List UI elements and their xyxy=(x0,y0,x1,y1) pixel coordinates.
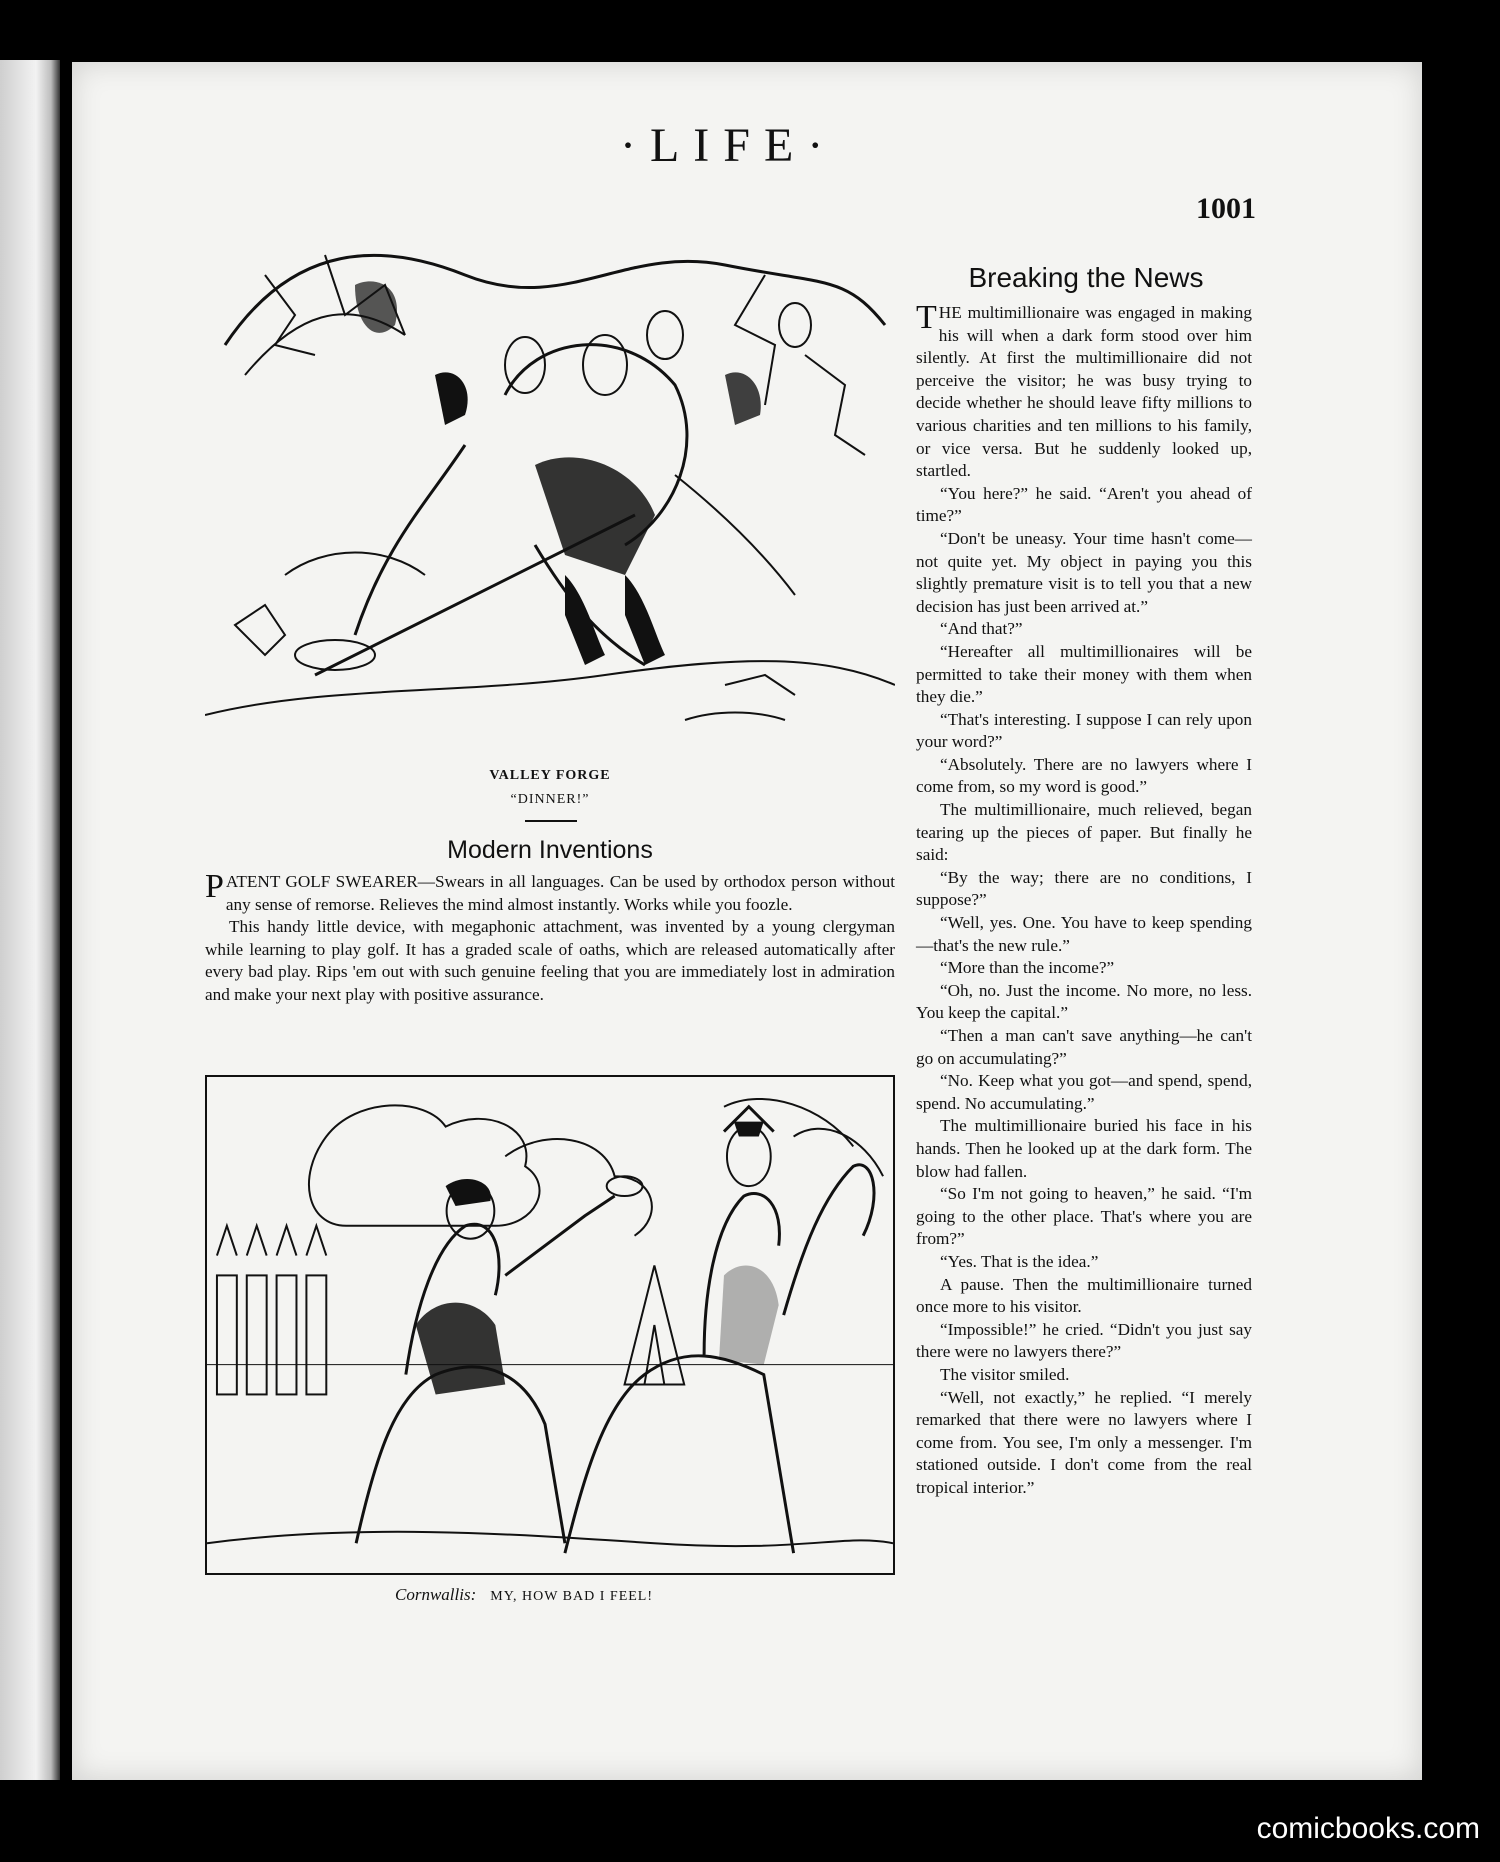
breaking-news-para: “You here?” he said. “Aren't you ahead of time?” xyxy=(916,483,1252,526)
modern-inventions-heading: Modern Inventions xyxy=(447,836,653,864)
breaking-news-para: “Then a man can't save anything—he can't go on accumulating?” xyxy=(916,1026,1252,1068)
breaking-news-para: “Absolutely. There are no lawyers where I come from, so my word is good.” xyxy=(916,754,1252,797)
breaking-news-para: “No. Keep what you got—and spend, spend, spend. No accumulating.” xyxy=(916,1071,1252,1113)
left-page-edge xyxy=(0,60,60,1780)
breaking-news-para: A pause. Then the multimillionaire turned once more to his visitor. xyxy=(916,1274,1252,1317)
cornwallis-caption xyxy=(395,1585,653,1605)
masthead: ·LIFE· xyxy=(620,119,838,172)
breaking-news-heading: Breaking the News xyxy=(968,262,1204,293)
cornwallis-caption-speaker: Cornwallis: xyxy=(395,1585,477,1604)
cornwallis-caption-text: MY, HOW BAD I FEEL! xyxy=(490,1589,654,1604)
drop-cap: P xyxy=(205,868,224,905)
valley-forge-illustration xyxy=(205,215,895,755)
breaking-news-para: “Impossible!” he cried. “Didn't you just say there were no lawyers there?” xyxy=(916,1319,1252,1362)
breaking-news-para: “Well, yes. One. You have to keep spending—that's the new rule.” xyxy=(916,913,1252,955)
modern-inventions-para-2: This handy little device, with megaphonic attachment, was invented by a young clergyman while learning to play golf. It has a graded scale of oaths, which are released automatically after every bad play. Rips 'em out with such genuine feeling that you are immediately lost in admiration and make your next play with positive assurance. xyxy=(205,917,895,1004)
breaking-news-body xyxy=(916,299,1252,1499)
cornwallis-illustration xyxy=(205,1075,895,1575)
breaking-news-para: “Yes. That is the idea.” xyxy=(940,1251,1099,1271)
page-number: 1001 xyxy=(1196,192,1256,225)
breaking-news-para: The multimillionaire, much relieved, began tearing up the pieces of paper. But finally he said: xyxy=(916,800,1252,865)
drop-cap-t: T xyxy=(916,299,937,336)
breaking-news-para: “Oh, no. Just the income. No more, no less. You keep the capital.” xyxy=(916,980,1252,1023)
breaking-news-para-1-text: HE multimillionaire was engaged in making his will when a dark form stood over him silently. At first the multimillionaire did not perceive the visitor; he was busy trying to decide whether he should leave fifty millions to various charities and ten millions to his family, or vice versa. But he suddenly looked up, startled. xyxy=(916,303,1252,481)
valley-forge-caption-title: VALLEY FORGE xyxy=(489,768,611,783)
valley-forge-caption-sub: “DINNER!” xyxy=(510,792,590,807)
caption-rule xyxy=(525,820,577,822)
breaking-news-para: “By the way; there are no conditions, I suppose?” xyxy=(916,867,1252,910)
breaking-news-para: “Hereafter all multimillionaires will be permitted to take their money with them when they die.” xyxy=(916,641,1252,707)
modern-inventions-para-1 xyxy=(205,868,895,916)
breaking-news-para: “So I'm not going to heaven,” he said. “I'm going to the other place. That's where you are from?” xyxy=(916,1184,1252,1249)
breaking-news-para-1 xyxy=(916,299,1252,483)
site-watermark: comicbooks.com xyxy=(1256,1812,1480,1845)
breaking-news-para: “And that?” xyxy=(940,619,1023,639)
breaking-news-para: The multimillionaire buried his face in his hands. Then he looked up at the dark form. The blow had fallen. xyxy=(916,1116,1252,1181)
breaking-news-para: “Don't be uneasy. Your time hasn't come—not quite yet. My object in paying you this slightly premature visit is to tell you that a new decision has just been arrived at.” xyxy=(916,528,1252,616)
breaking-news-para: The visitor smiled. xyxy=(940,1364,1070,1384)
breaking-news-para: “That's interesting. I suppose I can rely upon your word?” xyxy=(916,709,1252,752)
modern-inventions-para-1-text: ATENT GOLF SWEARER—Swears in all languages. Can be used by orthodox person without any sense of remorse. Relieves the mind almost instantly. Works while you foozle. xyxy=(225,872,895,914)
breaking-news-para: “More than the income?” xyxy=(940,958,1115,978)
breaking-news-para: “Well, not exactly,” he replied. “I merely remarked that there were no lawyers where I come from. You see, I'm only a messenger. I'm stationed outside. I don't come from the real tropical interior.” xyxy=(916,1387,1252,1497)
modern-inventions-body xyxy=(205,868,895,1007)
